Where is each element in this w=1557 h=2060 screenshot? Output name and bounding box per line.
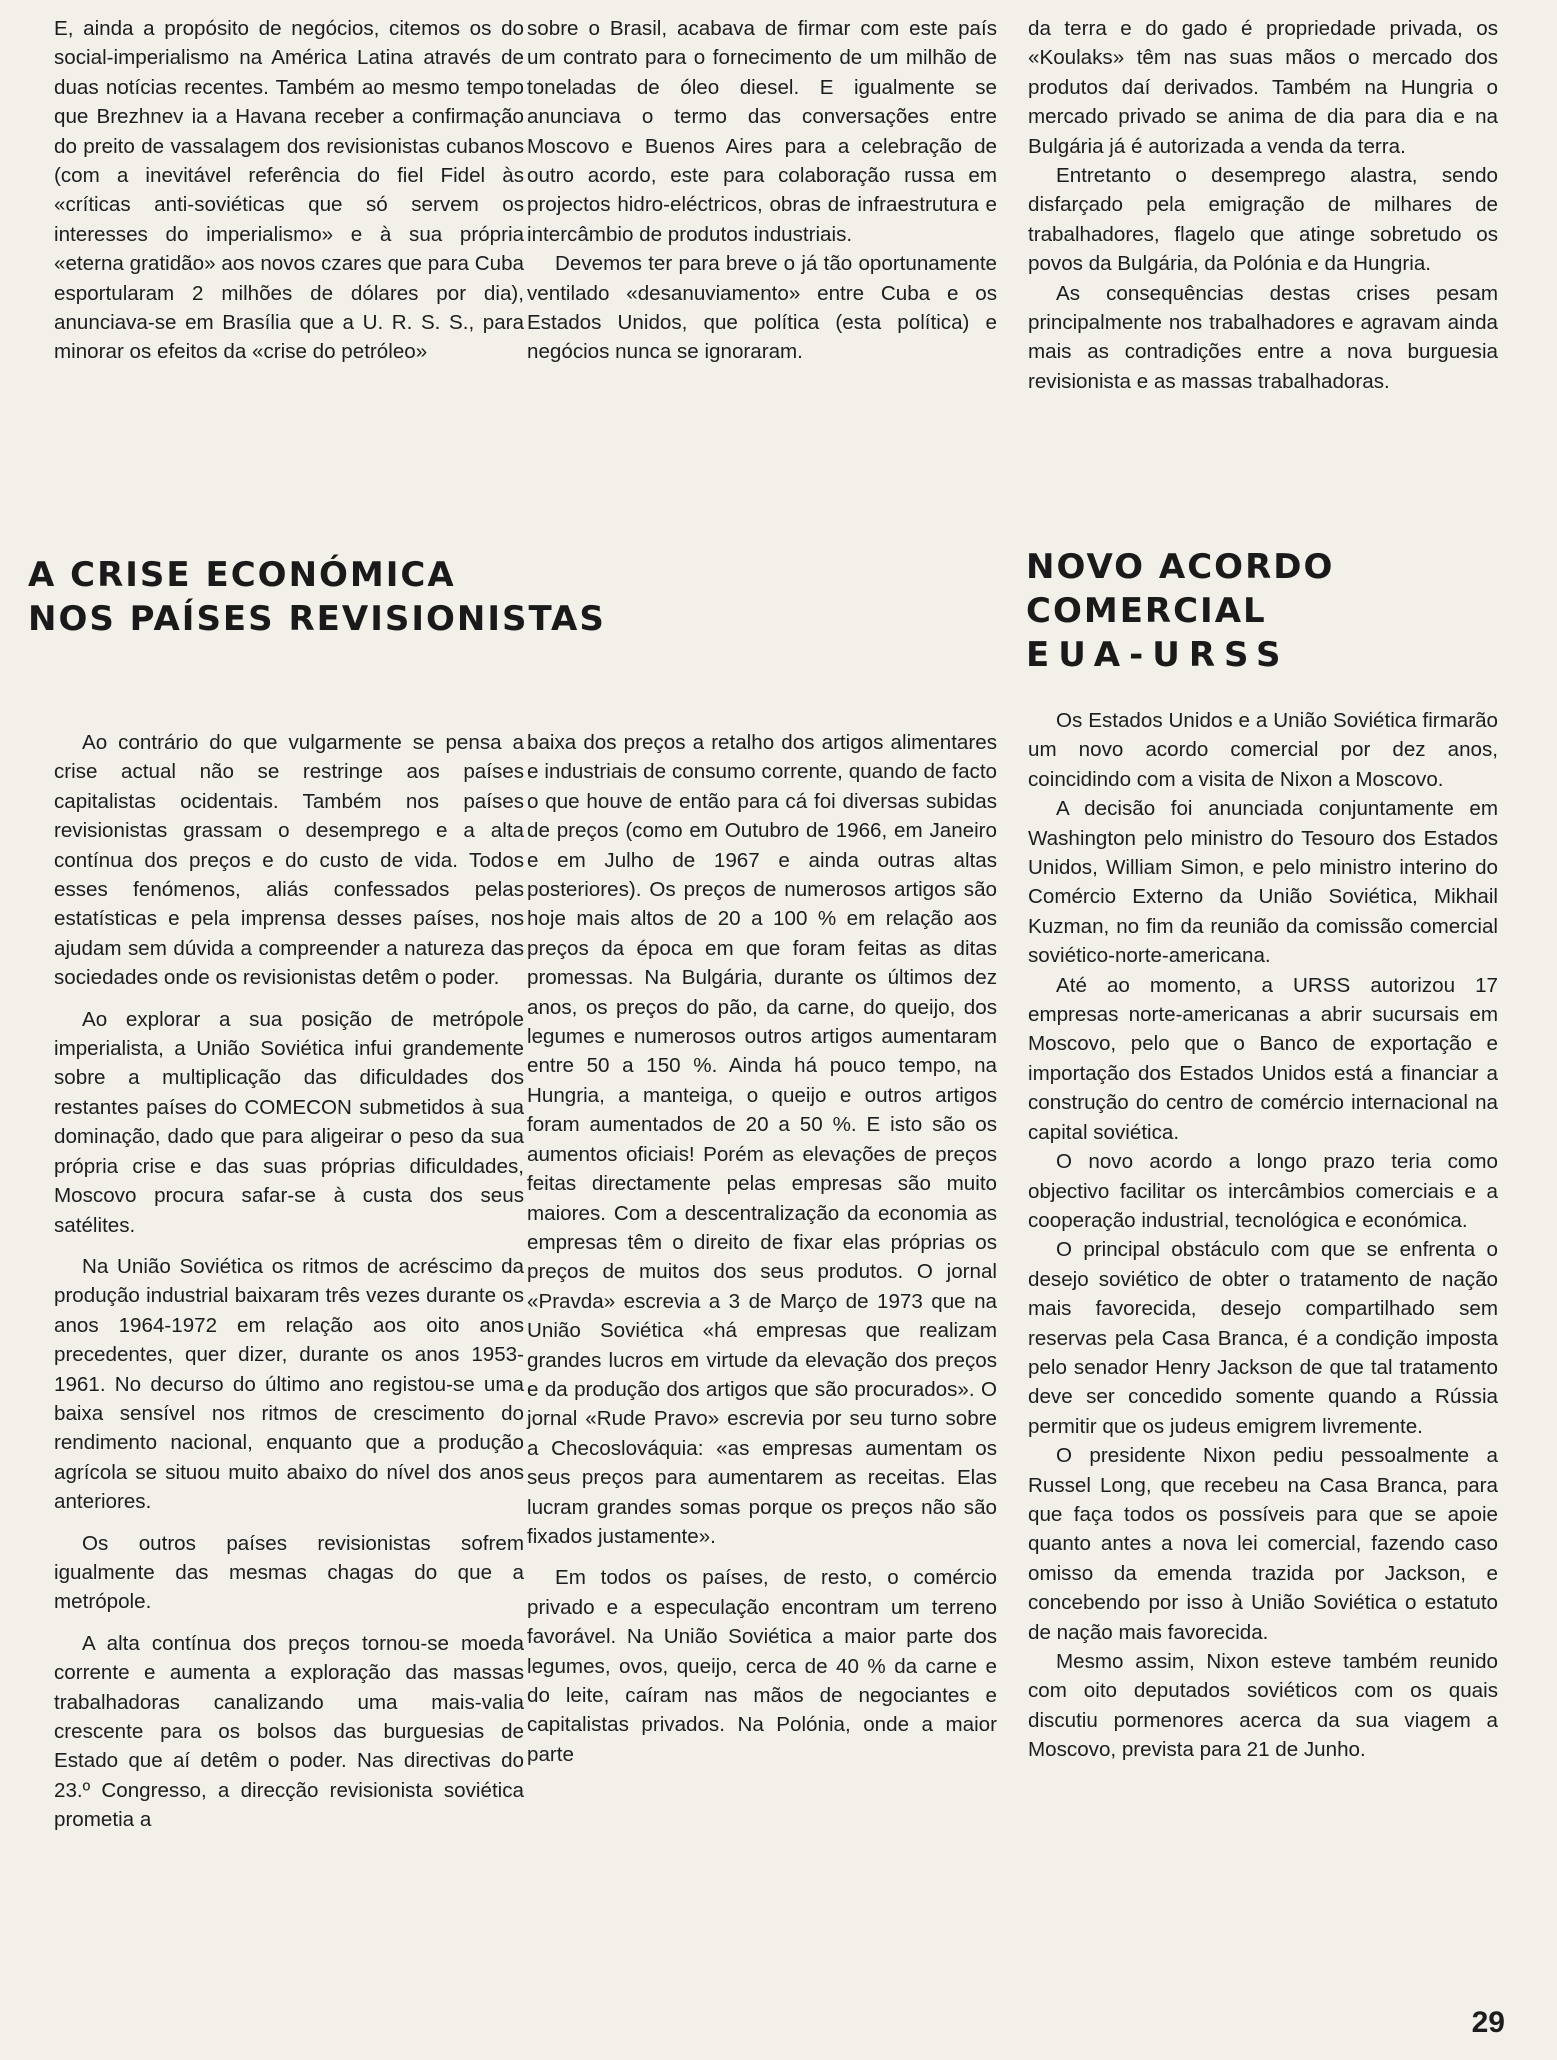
- top-left-column: [54, 14, 524, 367]
- paragraph: sobre o Brasil, acabava de firmar com este país um contrato para o fornecimento de um milhão de toneladas de óleo diesel. E igualmente se anunciava o termo das conversações entre Moscovo e Buenos Aires para a celebração de outro acordo, este para colaboração russa em projectos hidro-eléctricos, obras de infraestrutura e intercâmbio de produtos industriais.: [527, 17, 997, 246]
- heading-line: EUA-URSS: [1026, 635, 1290, 675]
- heading-crise-economica: [28, 553, 606, 641]
- paragraph: Os outros países revisionistas sofrem igualmente das mesmas chagas do que a metrópole.: [54, 1531, 524, 1614]
- paragraph: Entretanto o desemprego alastra, sendo disfarçado pela emigração de milhares de trabalhadores, flagelo que atinge sobretudo os povos da Bulgária, da Polónia e da Hungria.: [1028, 164, 1498, 276]
- heading-line: COMERCIAL: [1026, 591, 1267, 631]
- heading-novo-acordo: [1026, 545, 1334, 677]
- heading-line: A CRISE ECONÓMICA: [28, 555, 456, 595]
- crise-left-column: [54, 728, 524, 1835]
- paragraph: E, ainda a propósito de negócios, citemos os do social-imperialismo na América Latina através de duas notícias recentes. Também ao mesmo tempo que Brezhnev ia a Havana receber a confirmação do preito de vassalagem dos revisionistas cubanos (com a inevitável referência do fiel Fidel às «críticas anti-soviéticas que só servem os interesses do imperialismo» e à sua própria «eterna gratidão» aos novos czares que para Cuba esportularam 2 milhões de dólares por dia), anunciava-se em Brasília que a U. R. S. S., para minorar os efeitos da «crise do petróleo»: [54, 17, 524, 364]
- heading-line: NOS PAÍSES REVISIONISTAS: [28, 599, 606, 639]
- paragraph: Na União Soviética os ritmos de acréscimo da produção industrial baixaram três vezes durante os anos 1964-1972 em relação aos oito anos precedentes, quer dizer, durante os anos 1953-1961. No decurso do último ano registou-se uma baixa sensível nos ritmos de crescimento do rendimento nacional, enquanto que a produção agrícola se situou muito abaixo do nível dos anos anteriores.: [54, 1254, 524, 1514]
- top-right-column: [1028, 14, 1498, 396]
- heading-line: NOVO ACORDO: [1026, 547, 1335, 587]
- acordo-right-column: [1028, 706, 1498, 1765]
- top-middle-column: [527, 14, 997, 367]
- paragraph: Até ao momento, a URSS autorizou 17 empresas norte-americanas a abrir sucursais em Moscovo, pelo que o Banco de exportação e importação dos Estados Unidos está a financiar a construção do centro de comércio internacional na capital soviética.: [1028, 973, 1498, 1144]
- paragraph: O novo acordo a longo prazo teria como objectivo facilitar os intercâmbios comerciais e a cooperação industrial, tecnológica e económica.: [1028, 1150, 1498, 1232]
- paragraph: Mesmo assim, Nixon esteve também reunido com oito deputados soviéticos com os quais discutiu pormenores acerca da sua viagem a Moscovo, prevista para 21 de Junho.: [1028, 1650, 1498, 1762]
- paragraph: O principal obstáculo com que se enfrenta o desejo soviético de obter o tratamento de nação mais favorecida, desejo compartilhado sem reservas pela Casa Branca, é a condição imposta pelo senador Henry Jackson de que tal tratamento deve ser concedido somente quando a Rússia permitir que os judeus emigrem livremente.: [1028, 1238, 1498, 1438]
- paragraph: A alta contínua dos preços tornou-se moeda corrente e aumenta a exploração das massas trabalhadoras canalizando uma mais-valia crescente para os bolsos das burguesias de Estado que aí detêm o poder. Nas directivas do 23.º Congresso, a direcção revisionista soviética prometia a: [54, 1631, 524, 1832]
- paragraph: Devemos ter para breve o já tão oportunamente ventilado «desanuviamento» entre Cuba e os Estados Unidos, que política (esta política) e negócios nunca se ignoraram.: [527, 252, 997, 364]
- paragraph: Os Estados Unidos e a União Soviética firmarão um novo acordo comercial por dez anos, coincidindo com a visita de Nixon a Moscovo.: [1028, 709, 1498, 791]
- paragraph: As consequências destas crises pesam principalmente nos trabalhadores e agravam ainda mais as contradições entre a nova burguesia revisionista e as massas trabalhadoras.: [1028, 281, 1498, 393]
- paragraph: da terra e do gado é propriedade privada, os «Koulaks» têm nas suas mãos o mercado dos produtos daí derivados. Também na Hungria o mercado privado se anima de dia para dia e na Bulgária já é autorizada a venda da terra.: [1028, 17, 1498, 158]
- paragraph: baixa dos preços a retalho dos artigos alimentares e industriais de consumo corrente, quando de facto o que houve de então para cá foi diversas subidas de preços (como em Outubro de 1966, em Janeiro e em Julho de 1967 e ainda outras altas posteriores). Os preços de numerosos artigos são hoje mais altos de 20 a 100 % em relação aos preços da época em que foram feitas as ditas promessas. Na Bulgária, durante os últimos dez anos, os preços do pão, da carne, do queijo, dos legumes e numerosos outros artigos aumentaram entre 50 a 150 %. Ainda há pouco tempo, na Hungria, a manteiga, o queijo e outros artigos foram aumentados de 20 a 50 %. E isto são os aumentos oficiais! Porém as elevações de preços feitas directamente pelas empresas são muito maiores. Com a descentralização da economia as empresas têm o direito de fixar elas próprias os preços de muitos dos seus produtos. O jornal «Pravda» escrevia a 3 de Março de 1973 que na União Soviética «há empresas que realizam grandes lucros em virtude da elevação dos preços e da produção dos artigos que são procurados». O jornal «Rude Pravo» escrevia por seu turno sobre a Checoslováquia: «as empresas aumentam os seus preços para aumentarem as receitas. Elas lucram grandes somas porque os preços não são fixados justamente».: [527, 731, 997, 1548]
- page-number: 29: [1471, 2006, 1505, 2039]
- paragraph: A decisão foi anunciada conjuntamente em Washington pelo ministro do Tesouro dos Estados Unidos, William Simon, e pelo ministro interino do Comércio Externo da União Soviética, Mikhail Kuzman, no fim da reunião da comissão comercial soviético-norte-americana.: [1028, 797, 1498, 968]
- paragraph: Ao explorar a sua posição de metrópole imperialista, a União Soviética infui grandemente sobre a multiplicação das dificuldades dos restantes países do COMECON submetidos à sua dominação, dado que para aligeirar o peso da sua própria crise e das suas próprias dificuldades, Moscovo procura safar-se à custa dos seus satélites.: [54, 1007, 524, 1237]
- paragraph: Em todos os países, de resto, o comércio privado e a especulação encontram um terreno favorável. Na União Soviética a maior parte dos legumes, ovos, queijo, cerca de 40 % da carne e do leite, caíram nas mãos de negociantes e capitalistas privados. Na Polónia, onde a maior parte: [527, 1566, 997, 1766]
- paragraph: O presidente Nixon pediu pessoalmente a Russel Long, que recebeu na Casa Branca, para que faça todos os possíveis para que se apoie quanto antes a nova lei comercial, fazendo caso omisso da emenda trazida por Jackson, e concebendo por isso à União Soviética o estatuto de nação mais favorecida.: [1028, 1444, 1498, 1644]
- crise-middle-column: [527, 728, 997, 1769]
- paragraph: Ao contrário do que vulgarmente se pensa a crise actual não se restringe aos países capitalistas ocidentais. Também nos países revisionistas grassam o desemprego e a alta contínua dos preços e do custo de vida. Todos esses fenómenos, aliás confessados pelas estatísticas e pela imprensa desses países, nos ajudam sem dúvida a compreender a natureza das sociedades onde os revisionistas detêm o poder.: [54, 731, 524, 990]
